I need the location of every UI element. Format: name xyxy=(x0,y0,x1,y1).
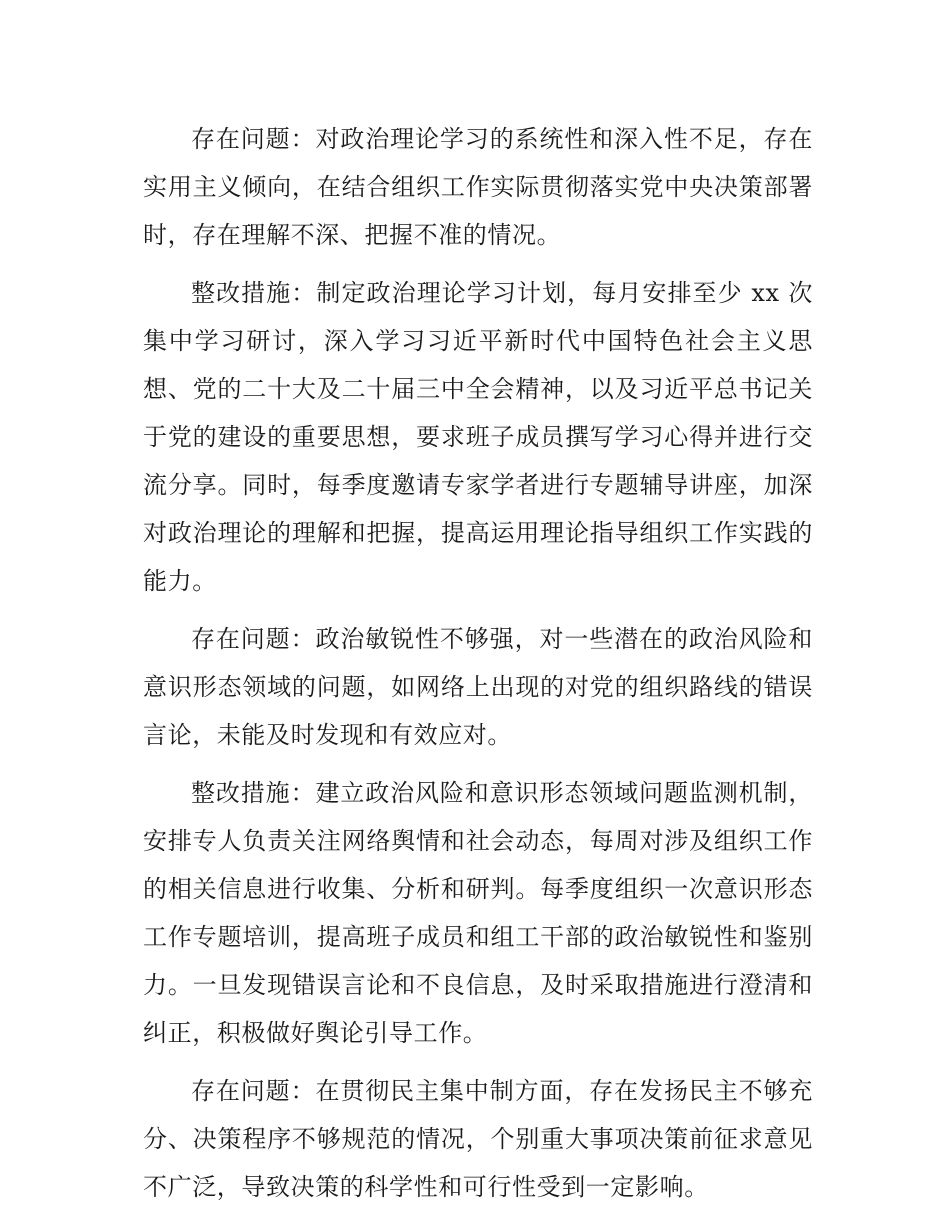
paragraph-problem-2: 存在问题：政治敏锐性不够强，对一些潜在的政治风险和意识形态领域的问题，如网络上出现的对党的组织路线的错误言论，未能及时发现和有效应对。 xyxy=(143,625,813,749)
paragraph-measure-2: 整改措施：建立政治风险和意识形态领域问题监测机制，安排专人负责关注网络舆情和社会动态，每周对涉及组织工作的相关信息进行收集、分析和研判。每季度组织一次意识形态工作专题培训，提高班子成员和组工干部的政治敏锐性和鉴别力。一旦发现错误言论和不良信息，及时采取措施进行澄清和纠正，积极做好舆论引导工作。 xyxy=(143,779,813,1047)
document-body xyxy=(143,115,813,1221)
paragraph-problem-1: 存在问题：对政治理论学习的系统性和深入性不足，存在实用主义倾向，在结合组织工作实际贯彻落实党中央决策部署时，存在理解不深、把握不准的情况。 xyxy=(143,125,813,249)
paragraph-problem-3: 存在问题：在贯彻民主集中制方面，存在发扬民主不够充分、决策程序不够规范的情况，个别重大事项决策前征求意见不广泛，导致决策的科学性和可行性受到一定影响。 xyxy=(143,1077,813,1201)
paragraph-measure-1: 整改措施：制定政治理论学习计划，每月安排至少 xx 次集中学习研讨，深入学习习近平新时代中国特色社会主义思想、党的二十大及二十届三中全会精神，以及习近平总书记关于党的建设的重要思想，要求班子成员撰写学习心得并进行交流分享。同时，每季度邀请专家学者进行专题辅导讲座，加深对政治理论的理解和把握，提高运用理论指导组织工作实践的能力。 xyxy=(143,279,813,595)
